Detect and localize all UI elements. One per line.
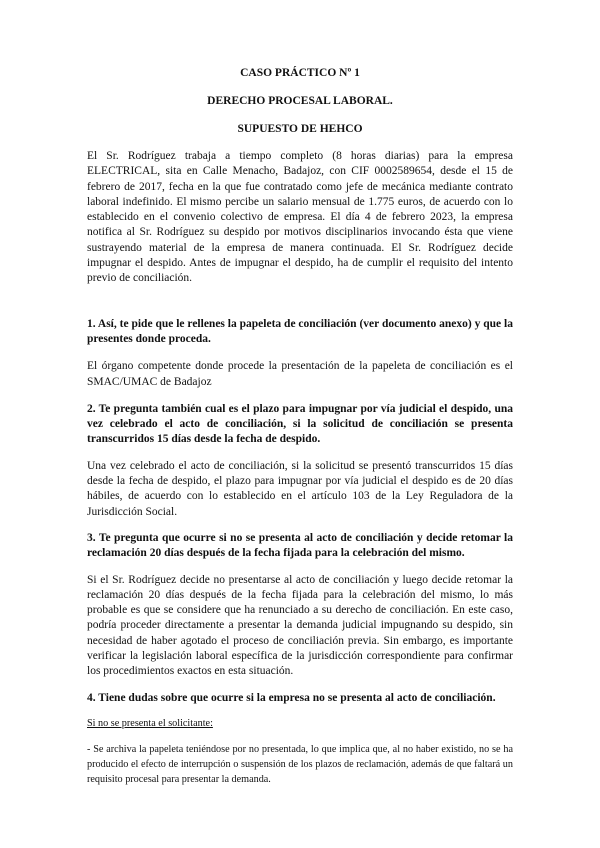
question-2: 2. Te pregunta también cual es el plazo para impugnar por vía judicial el despido, una vez celebrado el acto de conciliación, si la solicitud de conciliación se presenta transcurridos 15 días desde la fecha de despido.: [87, 402, 513, 446]
subject-title: DERECHO PROCESAL LABORAL.: [207, 95, 393, 107]
answer-2: Una vez celebrado el acto de conciliación, si la solicitud se presentó transcurridos 15 días desde la fecha de despido, el plazo para impugnar por vía judicial el despido es de 20 días hábiles, de acuerdo con lo establecido en el artículo 103 de la Ley Reguladora de la Jurisdicción Social.: [87, 459, 513, 518]
question-3: 3. Te pregunta que ocurre si no se presenta al acto de conciliación y decide retomar la reclamación 20 días después de la fecha fijada para la celebración del mismo.: [87, 531, 513, 560]
answer-3: Si el Sr. Rodríguez decide no presentarse al acto de conciliación y luego decide retomar la reclamación 20 días después de la fecha fijada para la celebración del mismo, lo más probable es que se considere que ha renunciado a su derecho de conciliación. En este caso, podría proceder directamente a presentar la demanda judicial impugnando su despido, sin necesidad de haber agotado el proceso de conciliación previa. Sin embargo, es importante verificar la legislación laboral específica de la jurisdicción correspondiente para confirmar los procedimientos exactos en esta situación.: [87, 573, 513, 678]
answer-4: - Se archiva la papeleta teniéndose por no presentada, lo que implica que, al no haber existido, no se ha producido el efecto de interrupción o suspensión de los plazos de reclamación, además de que faltará un requisito procesal para presentar la demanda.: [87, 743, 513, 785]
question-1: 1. Así, te pide que le rellenes la papeleta de conciliación (ver documento anexo) y que la presentes donde proceda.: [87, 317, 513, 345]
case-title: CASO PRÁCTICO Nº 1: [240, 67, 360, 79]
section-title: SUPUESTO DE HEHCO: [237, 123, 363, 135]
question-4: 4. Tiene dudas sobre que ocurre si la empresa no se presenta al acto de conciliación.: [87, 691, 496, 704]
case-facts-paragraph: El Sr. Rodríguez trabaja a tiempo completo (8 horas diarias) para la empresa ELECTRICAL, sita en Calle Menacho, Badajoz, con CIF 0002589654, desde el 15 de febrero de 2017, fecha en la que fue contratado como jefe de mecánica mediante contrato laboral indefinido. El mismo percibe un salario mensual de 1.775 euros, de acuerdo con lo establecido en el convenio colectivo de empresa. El día 4 de febrero 2023, la empresa notifica al Sr. Rodríguez su despido por motivos disciplinarios invocando ésta que viene sustrayendo material de la empresa de manera continuada. El Sr. Rodríguez decide impugnar el despido. Antes de impugnar el despido, ha de cumplir el requisito del intento previo de conciliación.: [87, 150, 513, 285]
answer-4-subheading: Si no se presenta el solicitante:: [87, 717, 213, 729]
answer-1: El órgano competente donde procede la presentación de la papeleta de conciliación es el SMAC/UMAC de Badajoz: [87, 360, 513, 388]
